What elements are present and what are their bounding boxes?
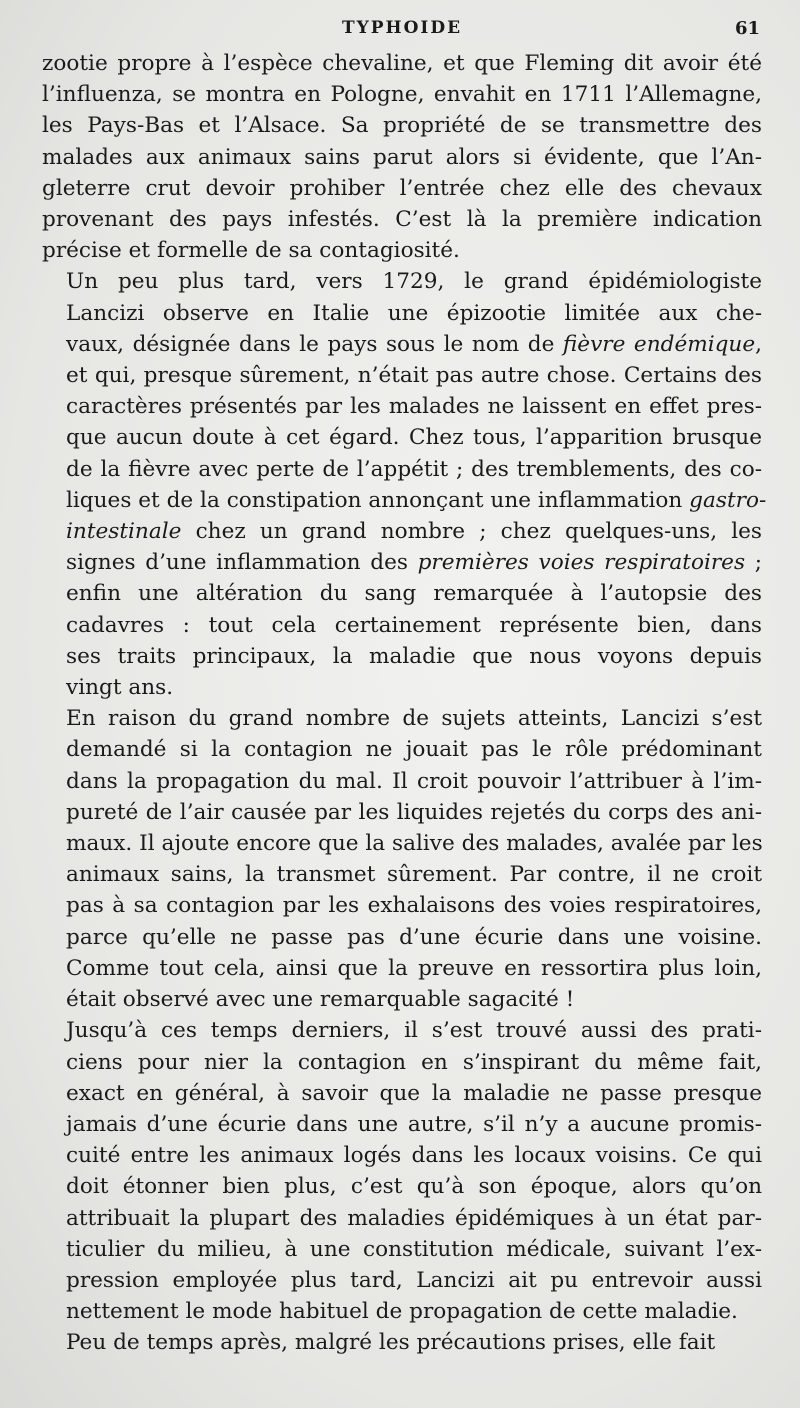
text-line: pression employée plus tard, Lancizi ait pu entrevoir aussi	[66, 1267, 762, 1293]
text-line: que aucun doute à cet égard. Chez tous, l’apparition brusque	[66, 425, 762, 451]
text-line: enfin une altération du sang remarquée à l’autopsie des	[66, 581, 762, 607]
text-line: de la fièvre avec perte de l’appétit ; des tremblements, des co-	[66, 456, 762, 482]
page-number: 61	[734, 18, 760, 39]
text-line: maux. Il ajoute encore que la salive des malades, avalée par les	[66, 831, 763, 857]
text-line: ciens pour nier la contagion en s’inspirant du même fait,	[66, 1049, 762, 1075]
text-line: l’influenza, se montra en Pologne, envahit en 1711 l’Allemagne,	[42, 82, 762, 108]
paragraph	[42, 1015, 762, 1327]
text-line: animaux sains, la transmet sûrement. Par contre, il ne croit	[66, 862, 762, 888]
text-line: Un peu plus tard, vers 1729, le grand épidémiologiste	[66, 269, 762, 295]
italic-text: intestinale	[66, 519, 182, 545]
text-line: cuité entre les animaux logés dans les locaux voisins. Ce qui	[66, 1143, 762, 1169]
text-line: vaux, désignée dans le pays sous le nom de fièvre endémique,	[66, 331, 762, 357]
text-line: doit étonner bien plus, c’est qu’à son époque, alors qu’on	[66, 1174, 762, 1200]
text-line: vingt ans.	[66, 675, 174, 701]
text-line: Peu de temps après, malgré les précautions prises, elle fait	[66, 1330, 716, 1356]
text-line: attribuait la plupart des maladies épidémiques à un état par-	[66, 1205, 762, 1231]
italic-text: premières voies respiratoires	[417, 550, 746, 576]
running-title: TYPHOIDE	[341, 18, 463, 38]
text-line: jamais d’une écurie dans une autre, s’il n’y a aucune promis-	[66, 1111, 762, 1137]
text-line: intestinale chez un grand nombre ; chez quelques-uns, les	[66, 519, 762, 545]
text-line: pureté de l’air causée par les liquides rejetés du corps des ani-	[66, 799, 762, 825]
text-line: zootie propre à l’espèce chevaline, et que Fleming dit avoir été	[42, 51, 762, 76]
text-line: pas à sa contagion par les exhalaisons des voies respiratoires,	[66, 893, 762, 919]
text-line: ses traits principaux, la maladie que nous voyons depuis	[66, 643, 762, 669]
text-line: ticulier du milieu, à une constitution médicale, suivant l’ex-	[66, 1236, 762, 1262]
paragraph	[42, 703, 762, 1015]
text-line: précise et formelle de sa contagiosité.	[42, 238, 460, 264]
paragraph	[42, 266, 767, 703]
text-line: Jusqu’à ces temps derniers, il s’est trouvé aussi des prati-	[66, 1018, 762, 1044]
text-line: liques et de la constipation annonçant une inflammation gastro-	[66, 487, 767, 513]
text-line: demandé si la contagion ne jouait pas le rôle prédominant	[66, 737, 762, 763]
text-line: Comme tout cela, ainsi que la preuve en ressortira plus loin,	[66, 955, 762, 981]
text-line: signes d’une inflammation des premières voies respiratoires ;	[66, 550, 763, 576]
text-line: les Pays-Bas et l’Alsace. Sa propriété de se transmettre des	[42, 113, 762, 139]
text-line: dans la propagation du mal. Il croit pouvoir l’attribuer à l’im-	[66, 768, 762, 794]
paragraph	[42, 48, 762, 266]
text-line: malades aux animaux sains parut alors si évidente, que l’An-	[42, 144, 762, 170]
text-line: et qui, presque sûrement, n’était pas autre chose. Certains des	[66, 363, 762, 389]
page-header	[42, 14, 762, 48]
text-line: Lancizi observe en Italie une épizootie limitée aux che-	[66, 300, 762, 326]
text-line: parce qu’elle ne passe pas d’une écurie dans une voisine.	[66, 924, 762, 950]
italic-text: gastro-	[689, 487, 767, 513]
paragraph	[42, 1327, 762, 1358]
text-line: gleterre crut devoir prohiber l’entrée chez elle des chevaux	[42, 175, 762, 201]
text-line: En raison du grand nombre de sujets atteints, Lancizi s’est	[66, 706, 762, 732]
text-line: nettement le mode habituel de propagation de cette maladie.	[66, 1299, 738, 1325]
text-line: était observé avec une remarquable sagacité !	[66, 987, 575, 1013]
text-line: caractères présentés par les malades ne laissent en effet pres-	[66, 394, 762, 420]
body-text	[42, 48, 767, 1359]
text-line: exact en général, à savoir que la maladie ne passe presque	[66, 1080, 762, 1106]
text-line: provenant des pays infestés. C’est là la première indication	[42, 207, 762, 233]
italic-text: fièvre endémique	[562, 331, 756, 357]
text-line: cadavres : tout cela certainement représente bien, dans	[66, 612, 762, 638]
